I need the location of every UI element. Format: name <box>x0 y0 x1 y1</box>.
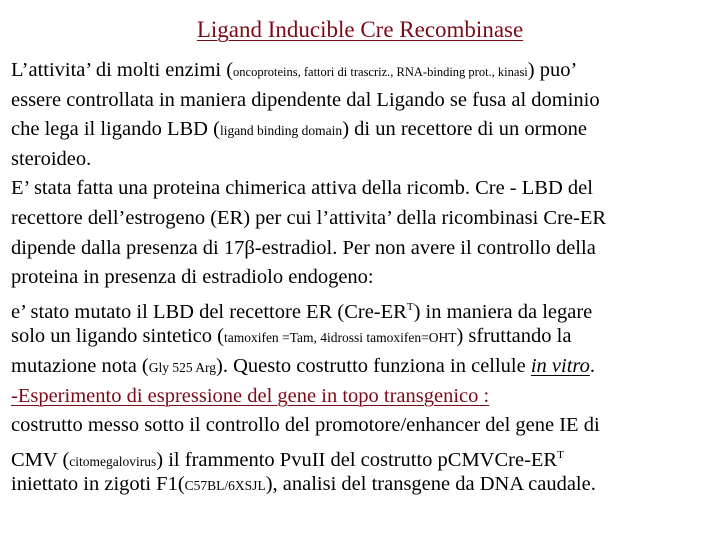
text-line-15 <box>11 470 717 500</box>
superscript: T <box>406 300 414 313</box>
text-run: L’attivita’ di molti enzimi ( <box>11 59 234 81</box>
text-line-6: recettore dell’estrogeno (ER) per cui l’attivita’ della ricombinasi Cre-ER <box>11 206 607 229</box>
slide-title: Ligand Inducible Cre Recombinase <box>196 17 524 42</box>
text-line-14 <box>11 441 717 471</box>
text-run: e’ stato mutato il LBD del recettore ER (Cre-ER <box>11 300 407 323</box>
text-run: ) puo’ <box>527 59 578 81</box>
small-note: tamoxifen =Tam, 4idrossi tamoxifen=OHT <box>223 330 457 346</box>
small-note: oncoproteins, fattori di trascriz., RNA-binding prot., kinasi <box>233 65 528 79</box>
text-run: ), analisi del transgene da DNA caudale. <box>265 473 596 496</box>
small-note: C57BL/6XSJL <box>184 478 266 494</box>
small-note: ligand binding domain <box>219 123 343 139</box>
text-run: ) di un recettore di un ormone <box>342 118 587 141</box>
text-run: iniettato in zigoti F1( <box>11 473 185 496</box>
text-run: che lega il ligando LBD ( <box>11 118 220 141</box>
text-line-13: costrutto messo sotto il controllo del promotore/enhancer del gene IE di <box>11 414 600 437</box>
text-run: . <box>589 354 596 377</box>
text-run: solo un ligando sintetico ( <box>11 325 224 348</box>
text-line-8: proteina in presenza di estradiolo endogeno: <box>11 266 374 289</box>
text-run: CMV ( <box>11 448 70 471</box>
small-note: citomegalovirus <box>69 453 157 469</box>
text-line-5: E’ stata fatta una proteina chimerica attiva della ricomb. Cre - LBD del <box>11 177 593 200</box>
text-line-2: essere controllata in maniera dipendente dal Ligando se fusa al dominio <box>11 88 600 111</box>
text-run: mutazione nota ( <box>11 354 149 377</box>
text-line-4: steroideo. <box>11 147 92 170</box>
text-line-10 <box>11 322 717 352</box>
italic-term: in vitro <box>530 354 590 377</box>
text-line-9 <box>11 293 717 323</box>
text-run: ) sfruttando la <box>456 325 572 348</box>
text-run: ) il frammento PvuII del costrutto pCMVCre-ER <box>156 448 558 471</box>
text-run: ) in maniera da legare <box>413 300 593 323</box>
text-line-3 <box>11 115 717 145</box>
superscript: T <box>557 448 564 461</box>
text-line-1 <box>11 56 717 86</box>
section-heading: -Esperimento di espressione del gene in topo transgenico : <box>11 384 490 407</box>
text-run: ). Questo costrutto funziona in cellule <box>216 354 531 377</box>
text-line-7: dipende dalla presenza di 17β-estradiol. Per non avere il controllo della <box>11 236 596 259</box>
small-note: Gly 525 Arg <box>148 359 217 375</box>
slide-body <box>11 56 717 500</box>
text-line-11 <box>11 352 717 382</box>
